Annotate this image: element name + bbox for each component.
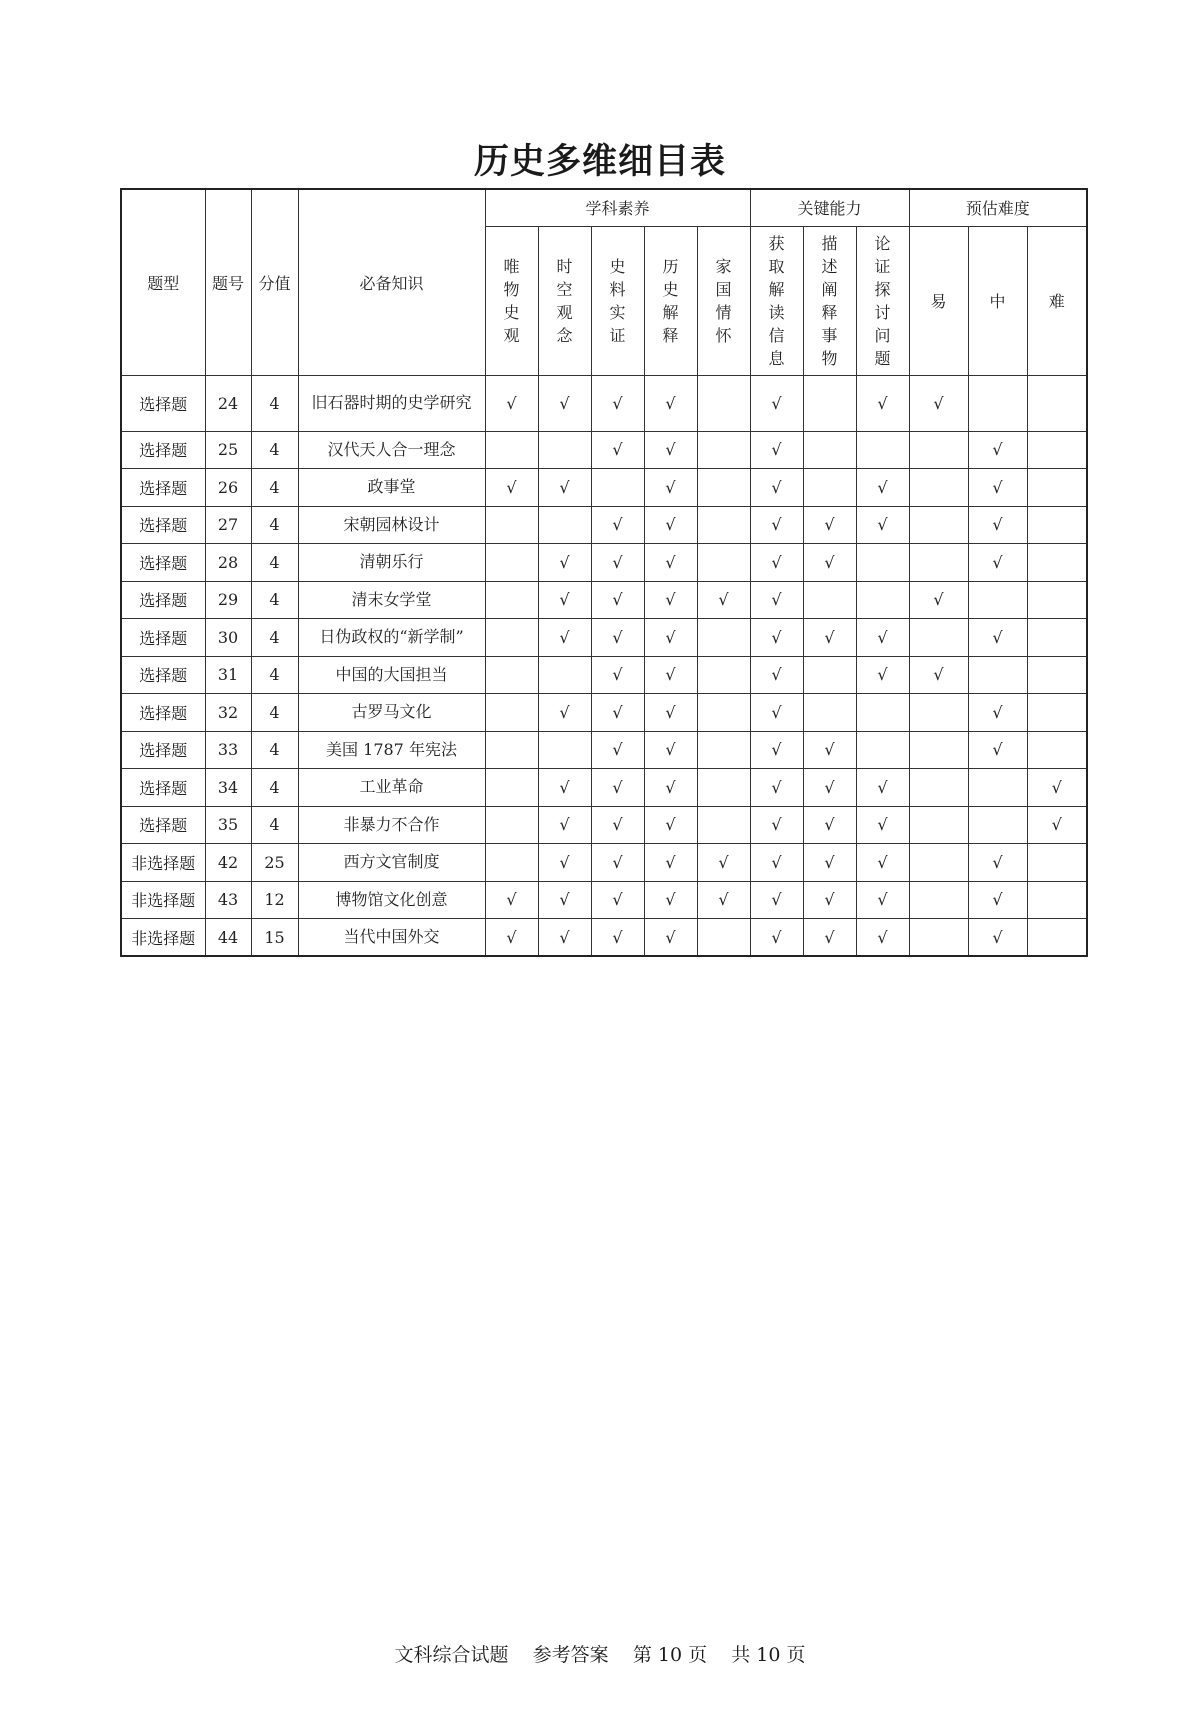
table-row	[121, 919, 1087, 957]
check-cell: √	[968, 469, 1027, 507]
page-footer: 文科综合试题 参考答案 第 10 页 共 10 页	[394, 1644, 806, 1666]
table-row	[121, 694, 1087, 732]
check-cell: √	[538, 806, 591, 844]
row-knowledge: 清末女学堂	[298, 581, 485, 619]
check-cell	[697, 656, 750, 694]
check-cell: √	[803, 881, 856, 919]
check-cell	[1027, 919, 1087, 957]
header-number: 题号	[205, 189, 251, 375]
check-cell: √	[750, 506, 803, 544]
check-cell: √	[856, 469, 909, 507]
check-cell: √	[968, 506, 1027, 544]
check-cell	[968, 806, 1027, 844]
check-cell: √	[591, 769, 644, 807]
row-type: 选择题	[121, 581, 205, 619]
check-cell: √	[750, 469, 803, 507]
row-score: 4	[251, 619, 298, 657]
check-cell: √	[485, 469, 538, 507]
check-cell: √	[591, 656, 644, 694]
row-score: 4	[251, 469, 298, 507]
check-cell: √	[856, 881, 909, 919]
row-type: 选择题	[121, 375, 205, 431]
check-cell	[697, 619, 750, 657]
row-score: 4	[251, 769, 298, 807]
header-literacy: 历史解释	[644, 226, 697, 375]
header-group-literacy: 学科素养	[485, 189, 750, 226]
row-number: 26	[205, 469, 251, 507]
check-cell	[485, 581, 538, 619]
check-cell: √	[644, 731, 697, 769]
check-cell	[856, 731, 909, 769]
row-knowledge: 工业革命	[298, 769, 485, 807]
row-knowledge: 日伪政权的“新学制”	[298, 619, 485, 657]
header-difficulty: 中	[968, 226, 1027, 375]
row-knowledge: 旧石器时期的史学研究	[298, 375, 485, 431]
check-cell	[485, 506, 538, 544]
check-cell	[697, 544, 750, 582]
page-title: 历史多维细目表	[473, 142, 726, 182]
check-cell	[909, 506, 968, 544]
check-cell	[968, 769, 1027, 807]
row-type: 选择题	[121, 469, 205, 507]
row-knowledge: 当代中国外交	[298, 919, 485, 957]
table-row	[121, 375, 1087, 431]
check-cell	[909, 431, 968, 469]
row-number: 28	[205, 544, 251, 582]
row-knowledge: 美国 1787 年宪法	[298, 731, 485, 769]
check-cell	[968, 656, 1027, 694]
row-number: 33	[205, 731, 251, 769]
check-cell	[485, 731, 538, 769]
check-cell	[1027, 544, 1087, 582]
check-cell	[909, 806, 968, 844]
check-cell: √	[856, 619, 909, 657]
check-cell	[803, 581, 856, 619]
check-cell	[909, 769, 968, 807]
check-cell: √	[1027, 806, 1087, 844]
check-cell	[538, 731, 591, 769]
check-cell: √	[644, 469, 697, 507]
check-cell: √	[538, 769, 591, 807]
check-cell	[485, 656, 538, 694]
check-cell	[803, 469, 856, 507]
check-cell: √	[856, 506, 909, 544]
row-number: 43	[205, 881, 251, 919]
check-cell	[485, 694, 538, 732]
row-type: 选择题	[121, 806, 205, 844]
header-difficulty: 易	[909, 226, 968, 375]
check-cell	[1027, 881, 1087, 919]
row-knowledge: 清朝乐行	[298, 544, 485, 582]
check-cell: √	[591, 806, 644, 844]
check-cell	[1027, 469, 1087, 507]
check-cell: √	[750, 881, 803, 919]
check-cell	[909, 844, 968, 882]
check-cell	[856, 544, 909, 582]
table-row	[121, 769, 1087, 807]
check-cell: √	[803, 619, 856, 657]
row-number: 29	[205, 581, 251, 619]
check-cell: √	[750, 581, 803, 619]
check-cell	[697, 694, 750, 732]
check-cell: √	[644, 806, 697, 844]
detail-table	[120, 188, 1088, 957]
check-cell	[968, 375, 1027, 431]
check-cell: √	[485, 881, 538, 919]
row-number: 25	[205, 431, 251, 469]
check-cell	[1027, 731, 1087, 769]
check-cell: √	[644, 844, 697, 882]
check-cell	[1027, 431, 1087, 469]
check-cell: √	[968, 731, 1027, 769]
check-cell: √	[750, 694, 803, 732]
row-score: 25	[251, 844, 298, 882]
check-cell: √	[538, 881, 591, 919]
check-cell: √	[485, 375, 538, 431]
check-cell	[485, 806, 538, 844]
check-cell: √	[644, 544, 697, 582]
row-type: 选择题	[121, 431, 205, 469]
check-cell	[1027, 375, 1087, 431]
check-cell	[1027, 656, 1087, 694]
table-row	[121, 806, 1087, 844]
check-cell: √	[750, 375, 803, 431]
check-cell: √	[968, 844, 1027, 882]
row-score: 4	[251, 806, 298, 844]
table-row	[121, 619, 1087, 657]
check-cell	[697, 431, 750, 469]
header-literacy: 时空观念	[538, 226, 591, 375]
check-cell: √	[538, 581, 591, 619]
check-cell: √	[644, 919, 697, 957]
check-cell: √	[968, 431, 1027, 469]
check-cell: √	[968, 919, 1027, 957]
check-cell	[803, 375, 856, 431]
table-row	[121, 731, 1087, 769]
row-number: 32	[205, 694, 251, 732]
table-row	[121, 881, 1087, 919]
check-cell	[485, 431, 538, 469]
check-cell: √	[856, 375, 909, 431]
check-cell: √	[803, 506, 856, 544]
row-knowledge: 政事堂	[298, 469, 485, 507]
row-score: 4	[251, 375, 298, 431]
check-cell: √	[968, 619, 1027, 657]
header-knowledge: 必备知识	[298, 189, 485, 375]
row-number: 27	[205, 506, 251, 544]
row-score: 4	[251, 694, 298, 732]
check-cell	[909, 544, 968, 582]
table-row	[121, 656, 1087, 694]
check-cell: √	[968, 544, 1027, 582]
check-cell: √	[909, 656, 968, 694]
check-cell	[909, 881, 968, 919]
check-cell: √	[591, 506, 644, 544]
check-cell	[803, 431, 856, 469]
row-number: 34	[205, 769, 251, 807]
row-type: 非选择题	[121, 881, 205, 919]
row-number: 44	[205, 919, 251, 957]
check-cell: √	[538, 375, 591, 431]
header-group-difficulty: 预估难度	[909, 189, 1087, 226]
row-score: 4	[251, 731, 298, 769]
row-type: 选择题	[121, 619, 205, 657]
row-knowledge: 博物馆文化创意	[298, 881, 485, 919]
check-cell: √	[697, 844, 750, 882]
check-cell	[591, 469, 644, 507]
check-cell: √	[591, 619, 644, 657]
check-cell: √	[591, 375, 644, 431]
check-cell	[538, 656, 591, 694]
check-cell: √	[1027, 769, 1087, 807]
check-cell: √	[856, 806, 909, 844]
check-cell: √	[591, 544, 644, 582]
check-cell: √	[644, 506, 697, 544]
check-cell: √	[644, 581, 697, 619]
header-difficulty: 难	[1027, 226, 1087, 375]
check-cell: √	[644, 769, 697, 807]
header-literacy: 史料实证	[591, 226, 644, 375]
check-cell	[697, 506, 750, 544]
check-cell: √	[909, 375, 968, 431]
table-header	[121, 189, 1087, 375]
row-type: 选择题	[121, 769, 205, 807]
check-cell	[697, 769, 750, 807]
check-cell	[968, 581, 1027, 619]
row-type: 选择题	[121, 694, 205, 732]
table-row	[121, 431, 1087, 469]
row-knowledge: 宋朝园林设计	[298, 506, 485, 544]
table-body	[121, 375, 1087, 956]
check-cell: √	[591, 844, 644, 882]
check-cell: √	[803, 844, 856, 882]
check-cell	[909, 694, 968, 732]
check-cell: √	[591, 581, 644, 619]
check-cell: √	[644, 694, 697, 732]
check-cell: √	[538, 469, 591, 507]
row-score: 4	[251, 656, 298, 694]
check-cell: √	[591, 431, 644, 469]
check-cell	[697, 469, 750, 507]
header-type: 题型	[121, 189, 205, 375]
check-cell: √	[485, 919, 538, 957]
check-cell: √	[697, 581, 750, 619]
check-cell: √	[750, 431, 803, 469]
check-cell	[1027, 844, 1087, 882]
row-score: 4	[251, 431, 298, 469]
check-cell: √	[538, 544, 591, 582]
check-cell: √	[803, 806, 856, 844]
header-ability: 获取解读信息	[750, 226, 803, 375]
check-cell	[803, 656, 856, 694]
check-cell	[1027, 694, 1087, 732]
row-type: 选择题	[121, 656, 205, 694]
check-cell: √	[644, 881, 697, 919]
row-number: 24	[205, 375, 251, 431]
check-cell: √	[968, 694, 1027, 732]
check-cell: √	[750, 544, 803, 582]
check-cell: √	[538, 619, 591, 657]
check-cell: √	[644, 656, 697, 694]
check-cell: √	[750, 619, 803, 657]
row-knowledge: 汉代天人合一理念	[298, 431, 485, 469]
check-cell	[485, 619, 538, 657]
check-cell: √	[803, 919, 856, 957]
check-cell	[485, 844, 538, 882]
row-type: 选择题	[121, 506, 205, 544]
check-cell	[1027, 506, 1087, 544]
check-cell: √	[750, 769, 803, 807]
check-cell: √	[538, 844, 591, 882]
header-group-ability: 关键能力	[750, 189, 909, 226]
row-knowledge: 西方文官制度	[298, 844, 485, 882]
row-score: 4	[251, 506, 298, 544]
check-cell: √	[803, 544, 856, 582]
check-cell: √	[750, 919, 803, 957]
check-cell: √	[750, 656, 803, 694]
header-literacy: 唯物史观	[485, 226, 538, 375]
check-cell: √	[538, 919, 591, 957]
check-cell: √	[856, 769, 909, 807]
check-cell	[697, 806, 750, 844]
check-cell: √	[750, 844, 803, 882]
check-cell: √	[591, 919, 644, 957]
row-number: 31	[205, 656, 251, 694]
check-cell: √	[803, 731, 856, 769]
check-cell	[697, 919, 750, 957]
header-literacy: 家国情怀	[697, 226, 750, 375]
check-cell	[485, 544, 538, 582]
table-row	[121, 581, 1087, 619]
check-cell	[856, 431, 909, 469]
check-cell	[697, 731, 750, 769]
check-cell: √	[591, 881, 644, 919]
check-cell	[538, 431, 591, 469]
row-number: 42	[205, 844, 251, 882]
row-score: 12	[251, 881, 298, 919]
check-cell: √	[856, 919, 909, 957]
check-cell: √	[644, 619, 697, 657]
check-cell: √	[968, 881, 1027, 919]
header-score: 分值	[251, 189, 298, 375]
check-cell	[909, 919, 968, 957]
check-cell	[856, 694, 909, 732]
check-cell: √	[856, 844, 909, 882]
check-cell: √	[591, 731, 644, 769]
check-cell: √	[750, 806, 803, 844]
row-type: 选择题	[121, 544, 205, 582]
table-row	[121, 506, 1087, 544]
table-row	[121, 544, 1087, 582]
check-cell: √	[697, 881, 750, 919]
check-cell	[803, 694, 856, 732]
check-cell: √	[644, 431, 697, 469]
table-row	[121, 844, 1087, 882]
check-cell	[909, 619, 968, 657]
check-cell: √	[644, 375, 697, 431]
row-knowledge: 非暴力不合作	[298, 806, 485, 844]
row-score: 4	[251, 581, 298, 619]
header-ability: 描述阐释事物	[803, 226, 856, 375]
check-cell	[697, 375, 750, 431]
check-cell: √	[909, 581, 968, 619]
row-number: 35	[205, 806, 251, 844]
check-cell: √	[538, 694, 591, 732]
row-knowledge: 中国的大国担当	[298, 656, 485, 694]
check-cell: √	[803, 769, 856, 807]
check-cell	[856, 581, 909, 619]
row-score: 15	[251, 919, 298, 957]
row-number: 30	[205, 619, 251, 657]
check-cell	[909, 469, 968, 507]
row-type: 选择题	[121, 731, 205, 769]
check-cell: √	[750, 731, 803, 769]
row-knowledge: 古罗马文化	[298, 694, 485, 732]
check-cell	[1027, 581, 1087, 619]
row-type: 非选择题	[121, 844, 205, 882]
check-cell	[485, 769, 538, 807]
check-cell: √	[591, 694, 644, 732]
row-score: 4	[251, 544, 298, 582]
check-cell: √	[856, 656, 909, 694]
header-ability: 论证探讨问题	[856, 226, 909, 375]
check-cell	[909, 731, 968, 769]
table-row	[121, 469, 1087, 507]
check-cell	[538, 506, 591, 544]
check-cell	[1027, 619, 1087, 657]
row-type: 非选择题	[121, 919, 205, 957]
